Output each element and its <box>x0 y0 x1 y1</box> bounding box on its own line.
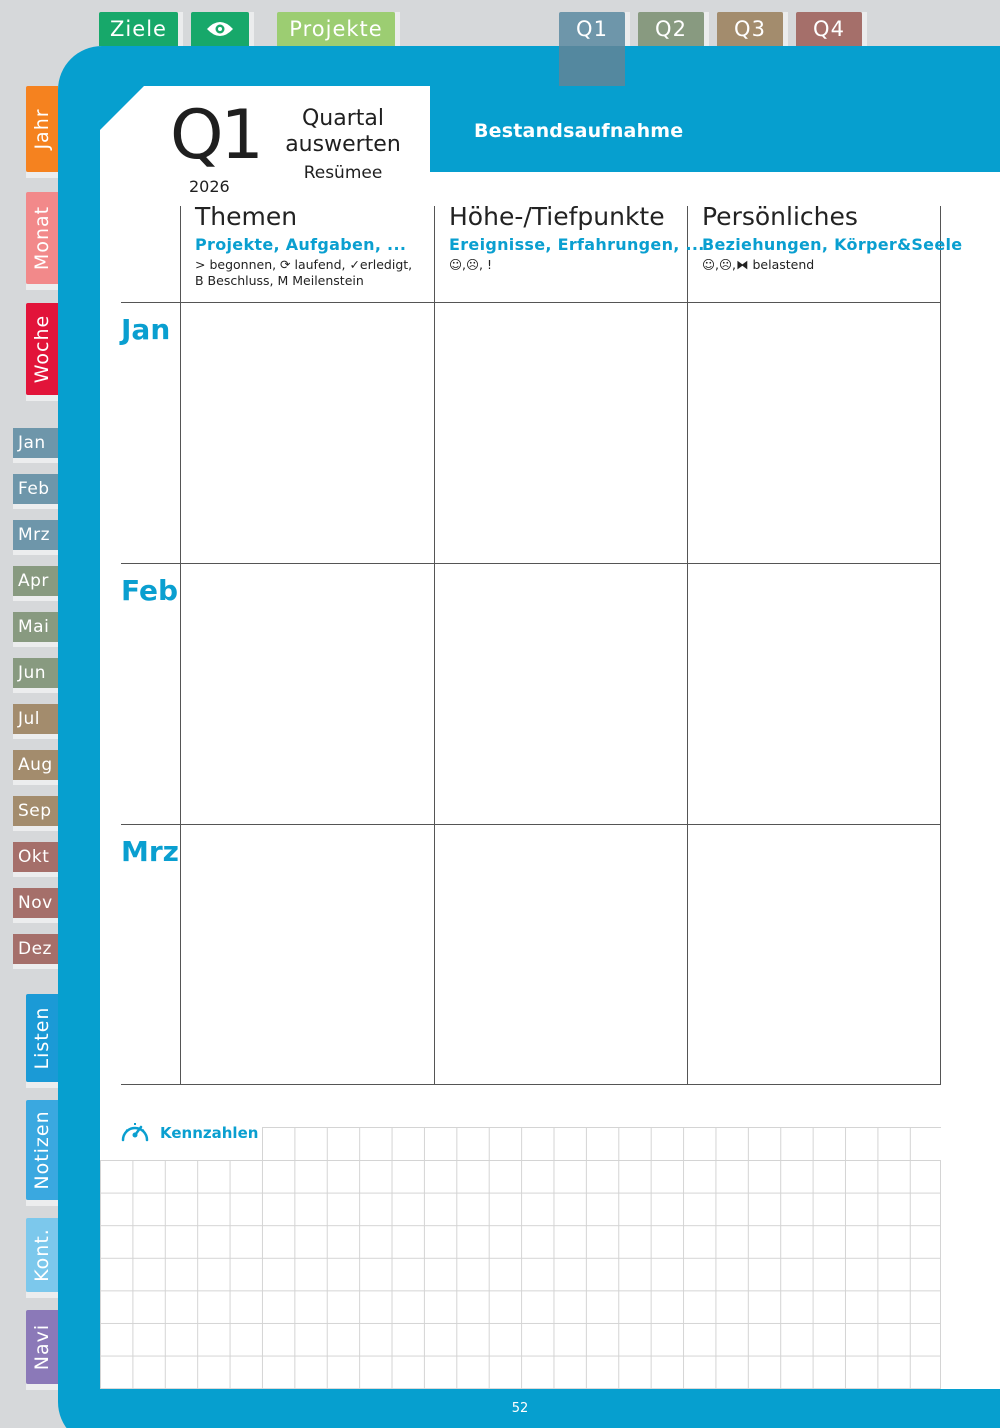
column-header-persoenliches <box>702 202 962 273</box>
column-legend <box>449 257 705 273</box>
month-tab-label: Apr <box>18 571 49 591</box>
column-legend-line: ☺,☹,⧓ belastend <box>702 257 815 272</box>
side-tab-navi[interactable] <box>26 1310 58 1384</box>
column-legend <box>702 257 962 273</box>
table-divider <box>121 563 941 564</box>
column-legend-line: B Beschluss, M Meilenstein <box>195 273 364 288</box>
side-tab-jahr[interactable] <box>26 86 58 172</box>
side-tab-month-jan[interactable] <box>13 428 58 458</box>
eye-icon <box>205 19 235 39</box>
table-divider <box>940 206 941 1085</box>
month-tab-label: Aug <box>18 755 53 775</box>
tab-q3-label: Q3 <box>734 17 766 41</box>
table-divider <box>687 206 688 1085</box>
year-label: 2026 <box>189 177 230 196</box>
side-tab-listen-label: Listen <box>31 1006 53 1070</box>
month-tab-label: Mai <box>18 617 50 637</box>
column-header-themen <box>195 202 412 289</box>
month-tab-label: Okt <box>18 847 50 867</box>
table-divider <box>121 1084 941 1085</box>
month-tab-label: Jun <box>18 663 47 683</box>
tab-q1[interactable] <box>559 12 625 46</box>
side-tab-month-sep[interactable] <box>13 796 58 826</box>
table-divider <box>180 206 181 1085</box>
tab-q2[interactable] <box>638 12 704 46</box>
side-tab-notizen-label: Notizen <box>31 1110 53 1190</box>
tab-overview[interactable] <box>191 12 249 46</box>
tab-projekte[interactable] <box>277 12 395 46</box>
section-title: Bestandsaufnahme <box>474 120 684 142</box>
side-tab-jahr-label: Jahr <box>31 108 53 150</box>
tab-q2-label: Q2 <box>655 17 687 41</box>
side-tab-month-mai[interactable] <box>13 612 58 642</box>
side-tab-month-dez[interactable] <box>13 934 58 964</box>
tab-q1-label: Q1 <box>576 17 608 41</box>
column-legend-line: > begonnen, ⟳ laufend, ✓erledigt, <box>195 257 413 272</box>
month-tab-label: Jul <box>18 709 41 729</box>
kennzahlen-grid[interactable] <box>100 1160 941 1389</box>
column-subtitle: Projekte, Aufgaben, ... <box>195 235 407 254</box>
side-tab-woche-label: Woche <box>31 314 53 384</box>
side-tab-month-jun[interactable] <box>13 658 58 688</box>
tab-projekte-label: Projekte <box>289 17 383 41</box>
column-legend <box>195 257 412 289</box>
table-divider <box>434 206 435 1085</box>
resumee-label: Resümee <box>303 163 383 183</box>
side-tab-navi-label: Navi <box>31 1323 53 1371</box>
side-tab-month-jul[interactable] <box>13 704 58 734</box>
column-subtitle: Beziehungen, Körper&Seele <box>702 235 963 254</box>
side-tab-month-apr[interactable] <box>13 566 58 596</box>
side-tab-month-nov[interactable] <box>13 888 58 918</box>
row-label-feb: Feb <box>121 574 179 607</box>
column-title: Höhe-/Tiefpunkte <box>449 202 665 231</box>
side-tab-listen[interactable] <box>26 994 58 1082</box>
row-label-jan: Jan <box>121 313 171 346</box>
kennzahlen-label: Kennzahlen <box>160 1124 259 1142</box>
subtitle-line-1: Quartal <box>301 106 384 131</box>
column-legend-line: ☺,☹, ! <box>449 257 492 272</box>
tab-q4-label: Q4 <box>813 17 845 41</box>
tab-q3[interactable] <box>717 12 783 46</box>
side-tab-monat[interactable] <box>26 192 58 284</box>
speedometer-icon <box>120 1118 150 1144</box>
side-tab-month-aug[interactable] <box>13 750 58 780</box>
month-tab-label: Mrz <box>18 525 51 545</box>
month-tab-label: Jan <box>18 433 46 453</box>
side-tab-kont-label: Kont. <box>31 1228 53 1282</box>
side-tab-notizen[interactable] <box>26 1100 58 1200</box>
side-tab-month-mrz[interactable] <box>13 520 58 550</box>
subtitle-line-2: auswerten <box>285 132 401 157</box>
table-divider <box>121 302 941 303</box>
month-tab-label: Sep <box>18 801 52 821</box>
month-tab-label: Nov <box>18 893 53 913</box>
row-label-mrz: Mrz <box>121 835 179 868</box>
column-title: Themen <box>195 202 298 231</box>
tab-ziele[interactable] <box>99 12 178 46</box>
tab-ziele-label: Ziele <box>110 17 167 41</box>
table-divider <box>121 824 941 825</box>
side-tab-woche[interactable] <box>26 303 58 395</box>
side-tab-month-okt[interactable] <box>13 842 58 872</box>
side-tab-month-feb[interactable] <box>13 474 58 504</box>
side-tab-monat-label: Monat <box>31 205 53 271</box>
page-subtitle <box>268 106 418 158</box>
column-subtitle: Ereignisse, Erfahrungen, ... <box>449 235 705 254</box>
kennzahlen-grid[interactable] <box>262 1127 941 1160</box>
month-tab-label: Feb <box>18 479 50 499</box>
column-title: Persönliches <box>702 202 858 231</box>
month-tab-label: Dez <box>18 939 52 959</box>
page-number: 52 <box>511 1401 529 1416</box>
tab-q1-active-indicator <box>559 46 625 86</box>
column-header-hoehepunkte <box>449 202 705 273</box>
side-tab-kont[interactable] <box>26 1218 58 1292</box>
tab-q4[interactable] <box>796 12 862 46</box>
quarter-title: Q1 <box>170 96 261 175</box>
